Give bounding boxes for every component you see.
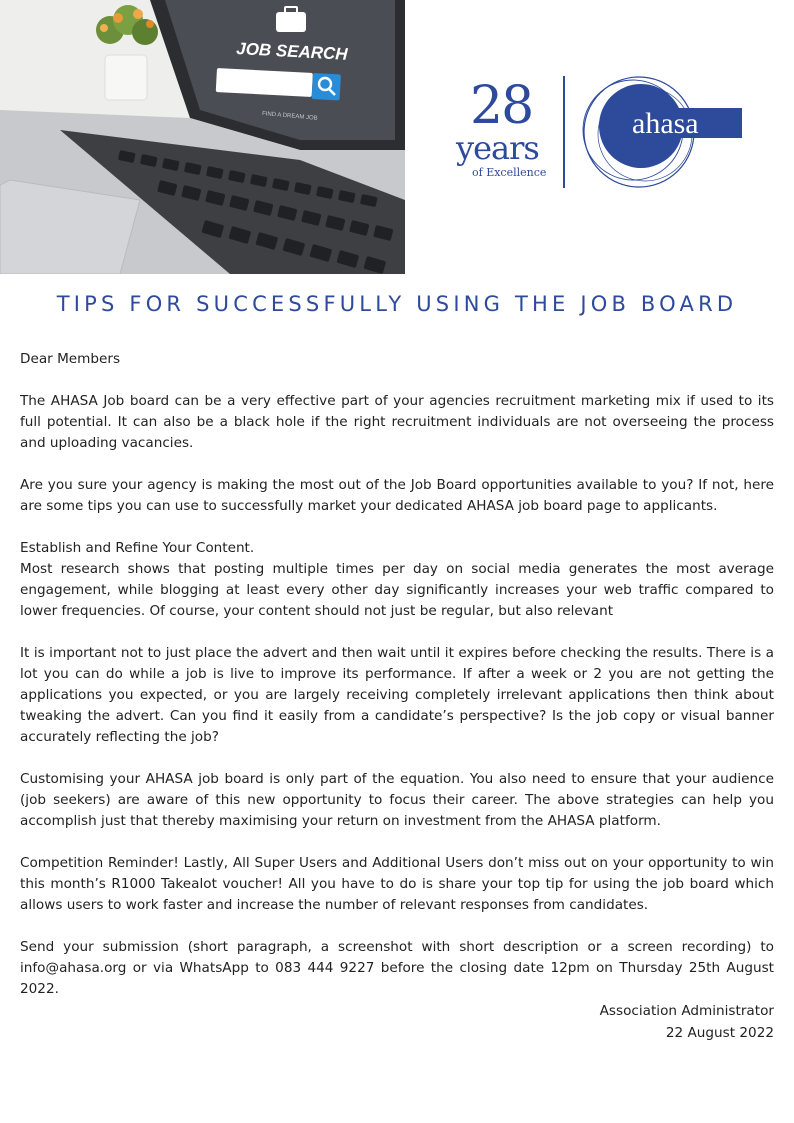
paragraph-submission: Send your submission (short paragraph, a screenshot with short description or a screen recording) to info@ahasa.org or via WhatsApp to 083 444 9227 before the closing date 12pm on Thursday 25th August 2022. <box>20 939 774 997</box>
ahasa-emblem <box>575 70 755 190</box>
screen-tagline: FIND A DREAM JOB <box>261 111 318 122</box>
screen-title: JOB SEARCH <box>235 39 349 64</box>
paragraph-content: Most research shows that posting multiple times per day on social media generates the most average engagement, while blogging at least every other day significantly increases your web traffic compared to lower frequencies. Of course, your content should not just be regular, but also relevant <box>20 561 774 619</box>
paragraph-customising: Customising your AHASA job board is only part of the equation. You also need to ensure that your audience (job seekers) are aware of this new opportunity to focus their career. The above strategies can help you accomplish just that thereby maximising your return on investment from the AHASA platform. <box>20 771 774 829</box>
logo-divider <box>563 76 565 188</box>
years-subtitle: of Excellence <box>472 166 547 179</box>
signoff-date: 22 August 2022 <box>665 1025 774 1041</box>
paragraph-advert: It is important not to just place the advert and then wait until it expires before checking the results. There is a lot you can do while a job is live to improve its performance. If after a week or 2 you are not getting the applications you expected, or you are largely receiving completely irrelevant applications then think about tweaking the advert. Can you find it easily from a candidate’s perspective? Is the job copy or visual banner accurately reflecting the job? <box>20 645 774 745</box>
section-heading: Establish and Refine Your Content. <box>20 540 255 556</box>
signoff-role: Association Administrator <box>599 1003 774 1019</box>
signoff <box>20 1000 774 1044</box>
paragraph-competition: Competition Reminder! Lastly, All Super Users and Additional Users don’t miss out on your opportunity to win this month’s R1000 Takealot voucher! All you have to do is share your top tip for using the job board which allows users to work faster and increase the number of relevant responses from candidates. <box>20 855 774 913</box>
hero-image <box>0 0 405 274</box>
greeting: Dear Members <box>20 351 121 367</box>
page-title: TIPS FOR SUCCESSFULLY USING THE JOB BOARD <box>56 292 738 316</box>
brand-name: ahasa <box>632 107 699 140</box>
laptop-illustration <box>0 0 405 274</box>
ahasa-logo <box>450 70 760 200</box>
search-icon <box>312 73 341 100</box>
paragraph-intro: The AHASA Job board can be a very effective part of your agencies recruitment marketing mix if used to its full potential. It can also be a black hole if the right recruitment individuals are not overseeing the process and uploading vacancies. <box>20 393 774 451</box>
years-number: 28 <box>470 76 533 136</box>
years-word: years <box>456 129 539 167</box>
paragraph-question: Are you sure your agency is making the most out of the Job Board opportunities available to you? If not, here are some tips you can use to successfully market your dedicated AHASA job board page to applicants. <box>20 477 774 514</box>
letter-body <box>20 349 774 1044</box>
screen-search-field <box>216 68 313 97</box>
